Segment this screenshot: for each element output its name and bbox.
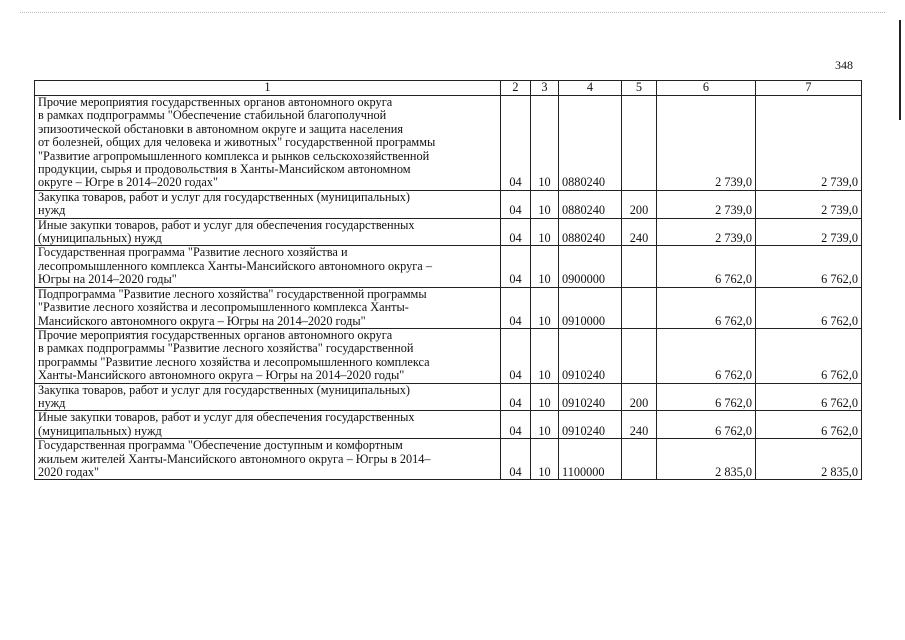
scan-edge-mark — [899, 20, 901, 120]
amount-col-7: 6 762,0 — [756, 246, 862, 287]
subsection-code: 10 — [531, 439, 559, 480]
target-article-code: 0880240 — [559, 218, 622, 246]
section-code: 04 — [501, 190, 531, 218]
table-row — [35, 218, 862, 246]
description-line: "Развитие лесного хозяйства и лесопромышленного комплекса Ханты- — [38, 300, 409, 315]
header-row — [35, 81, 862, 96]
row-description — [35, 383, 501, 411]
subsection-code: 10 — [531, 246, 559, 287]
subsection-code: 10 — [531, 411, 559, 439]
amount-col-6: 2 739,0 — [657, 190, 756, 218]
description-line: Прочие мероприятия государственных органов автономного округа — [38, 95, 393, 109]
budget-table — [34, 80, 862, 480]
row-description — [35, 96, 501, 191]
section-code: 04 — [501, 287, 531, 328]
header-col-5: 5 — [622, 81, 657, 96]
section-code: 04 — [501, 411, 531, 439]
description-line: лесопромышленного комплекса Ханты-Мансийского автономного округа – — [38, 258, 432, 273]
description-line: продукции, сырья и продовольствия в Ханты-Мансийском автономном — [38, 162, 411, 177]
amount-col-7: 6 762,0 — [756, 411, 862, 439]
target-article-code: 0910240 — [559, 383, 622, 411]
page-number: 348 — [835, 58, 853, 72]
header-col-6: 6 — [657, 81, 756, 96]
amount-col-6: 6 762,0 — [657, 246, 756, 287]
amount-col-7: 6 762,0 — [756, 328, 862, 383]
section-code: 04 — [501, 439, 531, 480]
header-col-4: 4 — [559, 81, 622, 96]
amount-col-7: 2 835,0 — [756, 439, 862, 480]
table-row — [35, 328, 862, 383]
description-line: "Развитие агропромышленного комплекса и рынков сельскохозяйственной — [38, 148, 430, 163]
row-description — [35, 218, 501, 246]
description-line: в рамках подпрограммы "Развитие лесного хозяйства" государственной — [38, 341, 414, 356]
target-article-code: 0880240 — [559, 190, 622, 218]
table-row — [35, 411, 862, 439]
description-line: Иные закупки товаров, работ и услуг для обеспечения государственных — [38, 217, 415, 232]
description-line: (муниципальных) нужд — [38, 231, 162, 246]
description-line: Закупка товаров, работ и услуг для государственных (муниципальных) — [38, 189, 410, 204]
target-article-code: 0880240 — [559, 96, 622, 191]
subsection-code: 10 — [531, 287, 559, 328]
description-line: Государственная программа "Обеспечение доступным и комфортным — [38, 438, 403, 453]
description-line: Закупка товаров, работ и услуг для государственных (муниципальных) — [38, 382, 410, 397]
header-col-7: 7 — [756, 81, 862, 96]
expense-type-code: 200 — [622, 383, 657, 411]
table-body — [35, 96, 862, 480]
table-row — [35, 246, 862, 287]
section-code: 04 — [501, 246, 531, 287]
subsection-code: 10 — [531, 383, 559, 411]
amount-col-6: 6 762,0 — [657, 287, 756, 328]
header-col-2: 2 — [501, 81, 531, 96]
header-col-1: 1 — [35, 81, 501, 96]
description-line: 2020 годах" — [38, 464, 100, 479]
amount-col-7: 2 739,0 — [756, 96, 862, 191]
amount-col-7: 2 739,0 — [756, 218, 862, 246]
amount-col-6: 6 762,0 — [657, 411, 756, 439]
table-row — [35, 190, 862, 218]
section-code: 04 — [501, 96, 531, 191]
description-line: в рамках подпрограммы "Обеспечение стабильной благополучной — [38, 108, 387, 123]
description-line: Прочие мероприятия государственных органов автономного округа — [38, 327, 393, 342]
row-description — [35, 439, 501, 480]
description-line: от болезней, общих для человека и животных" государственной программы — [38, 135, 436, 150]
table-row — [35, 439, 862, 480]
header-col-3: 3 — [531, 81, 559, 96]
row-description — [35, 328, 501, 383]
amount-col-6: 6 762,0 — [657, 328, 756, 383]
description-line: Мансийского автономного округа – Югры на 2014–2020 годы" — [38, 313, 366, 328]
row-description — [35, 411, 501, 439]
subsection-code: 10 — [531, 218, 559, 246]
amount-col-6: 2 739,0 — [657, 96, 756, 191]
amount-col-7: 2 739,0 — [756, 190, 862, 218]
subsection-code: 10 — [531, 328, 559, 383]
expense-type-code — [622, 328, 657, 383]
section-code: 04 — [501, 218, 531, 246]
target-article-code: 0900000 — [559, 246, 622, 287]
expense-type-code — [622, 96, 657, 191]
section-code: 04 — [501, 383, 531, 411]
description-line: нужд — [38, 395, 66, 410]
description-line: эпизоотической обстановки в автономном округе и защита населения — [38, 121, 403, 136]
description-line: жильем жителей Ханты-Мансийского автономного округа – Югры в 2014– — [38, 451, 431, 466]
amount-col-6: 6 762,0 — [657, 383, 756, 411]
description-line: Югры на 2014–2020 годы" — [38, 272, 177, 287]
description-line: Ханты-Мансийского автономного округа – Югры на 2014–2020 годы" — [38, 368, 405, 383]
target-article-code: 0910240 — [559, 328, 622, 383]
expense-type-code — [622, 439, 657, 480]
table-header — [35, 81, 862, 96]
row-description — [35, 190, 501, 218]
target-article-code: 0910240 — [559, 411, 622, 439]
description-line: программы "Развитие лесного хозяйства и лесопромышленного комплекса — [38, 354, 430, 369]
expense-type-code: 240 — [622, 218, 657, 246]
description-line: нужд — [38, 203, 66, 218]
section-code: 04 — [501, 328, 531, 383]
target-article-code: 1100000 — [559, 439, 622, 480]
expense-type-code: 200 — [622, 190, 657, 218]
target-article-code: 0910000 — [559, 287, 622, 328]
table-row — [35, 287, 862, 328]
amount-col-6: 2 739,0 — [657, 218, 756, 246]
row-description — [35, 287, 501, 328]
amount-col-7: 6 762,0 — [756, 383, 862, 411]
expense-type-code — [622, 246, 657, 287]
description-line: Государственная программа "Развитие лесного хозяйства и — [38, 245, 348, 260]
description-line: Иные закупки товаров, работ и услуг для обеспечения государственных — [38, 410, 415, 425]
description-line: округе – Югре в 2014–2020 годах" — [38, 175, 218, 190]
amount-col-6: 2 835,0 — [657, 439, 756, 480]
description-line: (муниципальных) нужд — [38, 423, 162, 438]
row-description — [35, 246, 501, 287]
description-line: Подпрограмма "Развитие лесного хозяйства" государственной программы — [38, 286, 427, 301]
table-row — [35, 383, 862, 411]
expense-type-code — [622, 287, 657, 328]
amount-col-7: 6 762,0 — [756, 287, 862, 328]
subsection-code: 10 — [531, 190, 559, 218]
table-row — [35, 96, 862, 191]
expense-type-code: 240 — [622, 411, 657, 439]
subsection-code: 10 — [531, 96, 559, 191]
scan-artifact-top — [20, 12, 885, 14]
